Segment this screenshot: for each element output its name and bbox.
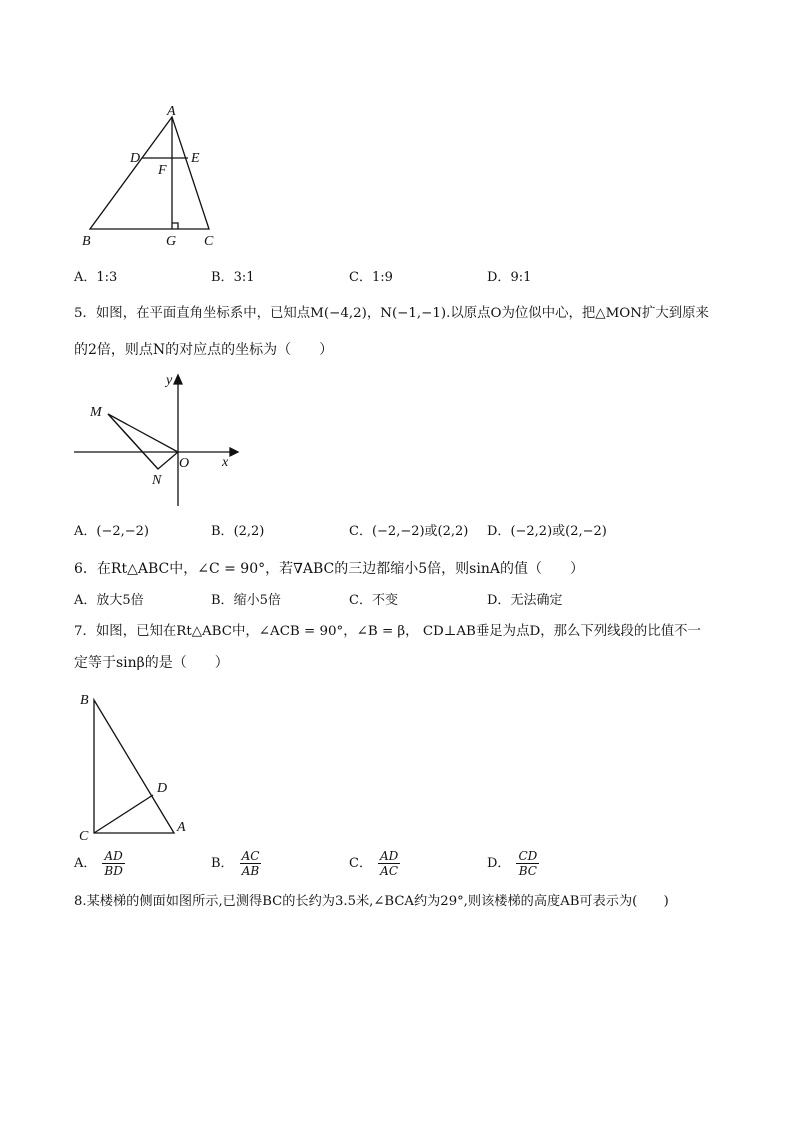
q5-option-a[interactable]: A．(−2,−2) [74, 524, 149, 539]
segment-cd [94, 795, 153, 833]
label-g: G [166, 234, 177, 249]
label-b: B [82, 234, 91, 249]
label-c: C [204, 234, 214, 249]
y-axis-arrow [174, 375, 182, 384]
label-o: O [179, 456, 190, 471]
triangle-bca [94, 700, 174, 833]
q4-option-d[interactable]: D．9:1 [487, 270, 532, 285]
q6-stem-line1: 6．在Rt△ABC中，∠C = 90°，若∇ABC的三边都缩小5倍，则sinA的值（ ） [74, 561, 584, 577]
label-c: C [79, 829, 89, 844]
q5-option-b[interactable]: B．(2,2) [211, 524, 265, 539]
q6-option-c[interactable]: C．不变 [349, 593, 398, 608]
x-axis-arrow [230, 448, 238, 456]
label-y: y [166, 373, 173, 388]
q7-stem-line1: 7．如图，已知在Rt△ABC中，∠ACB = 90°，∠B = β， CD⊥AB垂足为点D，那么下列线段的比值不一 [74, 624, 701, 639]
fraction-ad-ac: $\frac{AD}{AC}$ [379, 849, 399, 878]
label-n: N [152, 473, 162, 488]
triangle-abc [90, 117, 209, 229]
label-d: D [157, 781, 168, 796]
label-d: D [130, 151, 141, 166]
fraction-cd-bc: $\frac{CD}{BC}$ [518, 849, 538, 878]
q6-option-b[interactable]: B．缩小5倍 [211, 593, 281, 608]
label-b: B [80, 693, 89, 708]
q6-option-d[interactable]: D．无法确定 [487, 593, 563, 608]
label-a: A [177, 820, 186, 835]
label-x: x [222, 455, 229, 470]
q8-stem-line1: 8.某楼梯的侧面如图所示,已测得BC的长约为3.5米,∠BCA约为29°,则该楼梯的高度AB可表示为( ) [74, 894, 669, 909]
q5-option-c[interactable]: C．(−2,−2)或(2,2) [349, 524, 469, 539]
right-angle-mark [172, 223, 178, 229]
label-m: M [90, 405, 102, 420]
fraction-ac-ab: $\frac{AC}{AB}$ [241, 849, 260, 878]
q4-option-b[interactable]: B．3:1 [211, 270, 255, 285]
q7-stem-line2: 定等于sinβ的是（ ） [74, 655, 229, 671]
q7-option-d[interactable]: D． $\frac{CD}{BC}$ [487, 849, 538, 878]
label-f: F [158, 163, 167, 178]
label-a: A [167, 104, 176, 119]
figure-q4-triangle [78, 102, 238, 252]
q5-stem-line2: 的2倍，则点N的对应点的坐标为（ ） [74, 342, 334, 358]
q7-option-a[interactable]: A． $\frac{AD}{BD}$ [74, 849, 123, 878]
figure-q5-coordinates [70, 370, 250, 510]
label-e: E [191, 151, 200, 166]
fraction-ad-bd: $\frac{AD}{BD}$ [104, 849, 123, 878]
q5-option-d[interactable]: D．(−2,2)或(2,−2) [487, 524, 607, 539]
q7-option-c[interactable]: C． $\frac{AD}{AC}$ [349, 849, 399, 878]
segment-m-n [108, 414, 158, 469]
q6-option-a[interactable]: A．放大5倍 [74, 593, 144, 608]
q5-stem-line1: 5．如图，在平面直角坐标系中，已知点M(−4,2)，N(−1,−1).以原点O为位似中心，把△MON扩大到原来 [74, 306, 709, 321]
q4-option-c[interactable]: C．1:9 [349, 270, 393, 285]
triangle-mon [108, 414, 178, 469]
q7-option-b[interactable]: B． $\frac{AC}{AB}$ [211, 849, 260, 878]
q4-option-a[interactable]: A．1:3 [74, 270, 118, 285]
figure-q7-right-triangle [70, 688, 200, 848]
